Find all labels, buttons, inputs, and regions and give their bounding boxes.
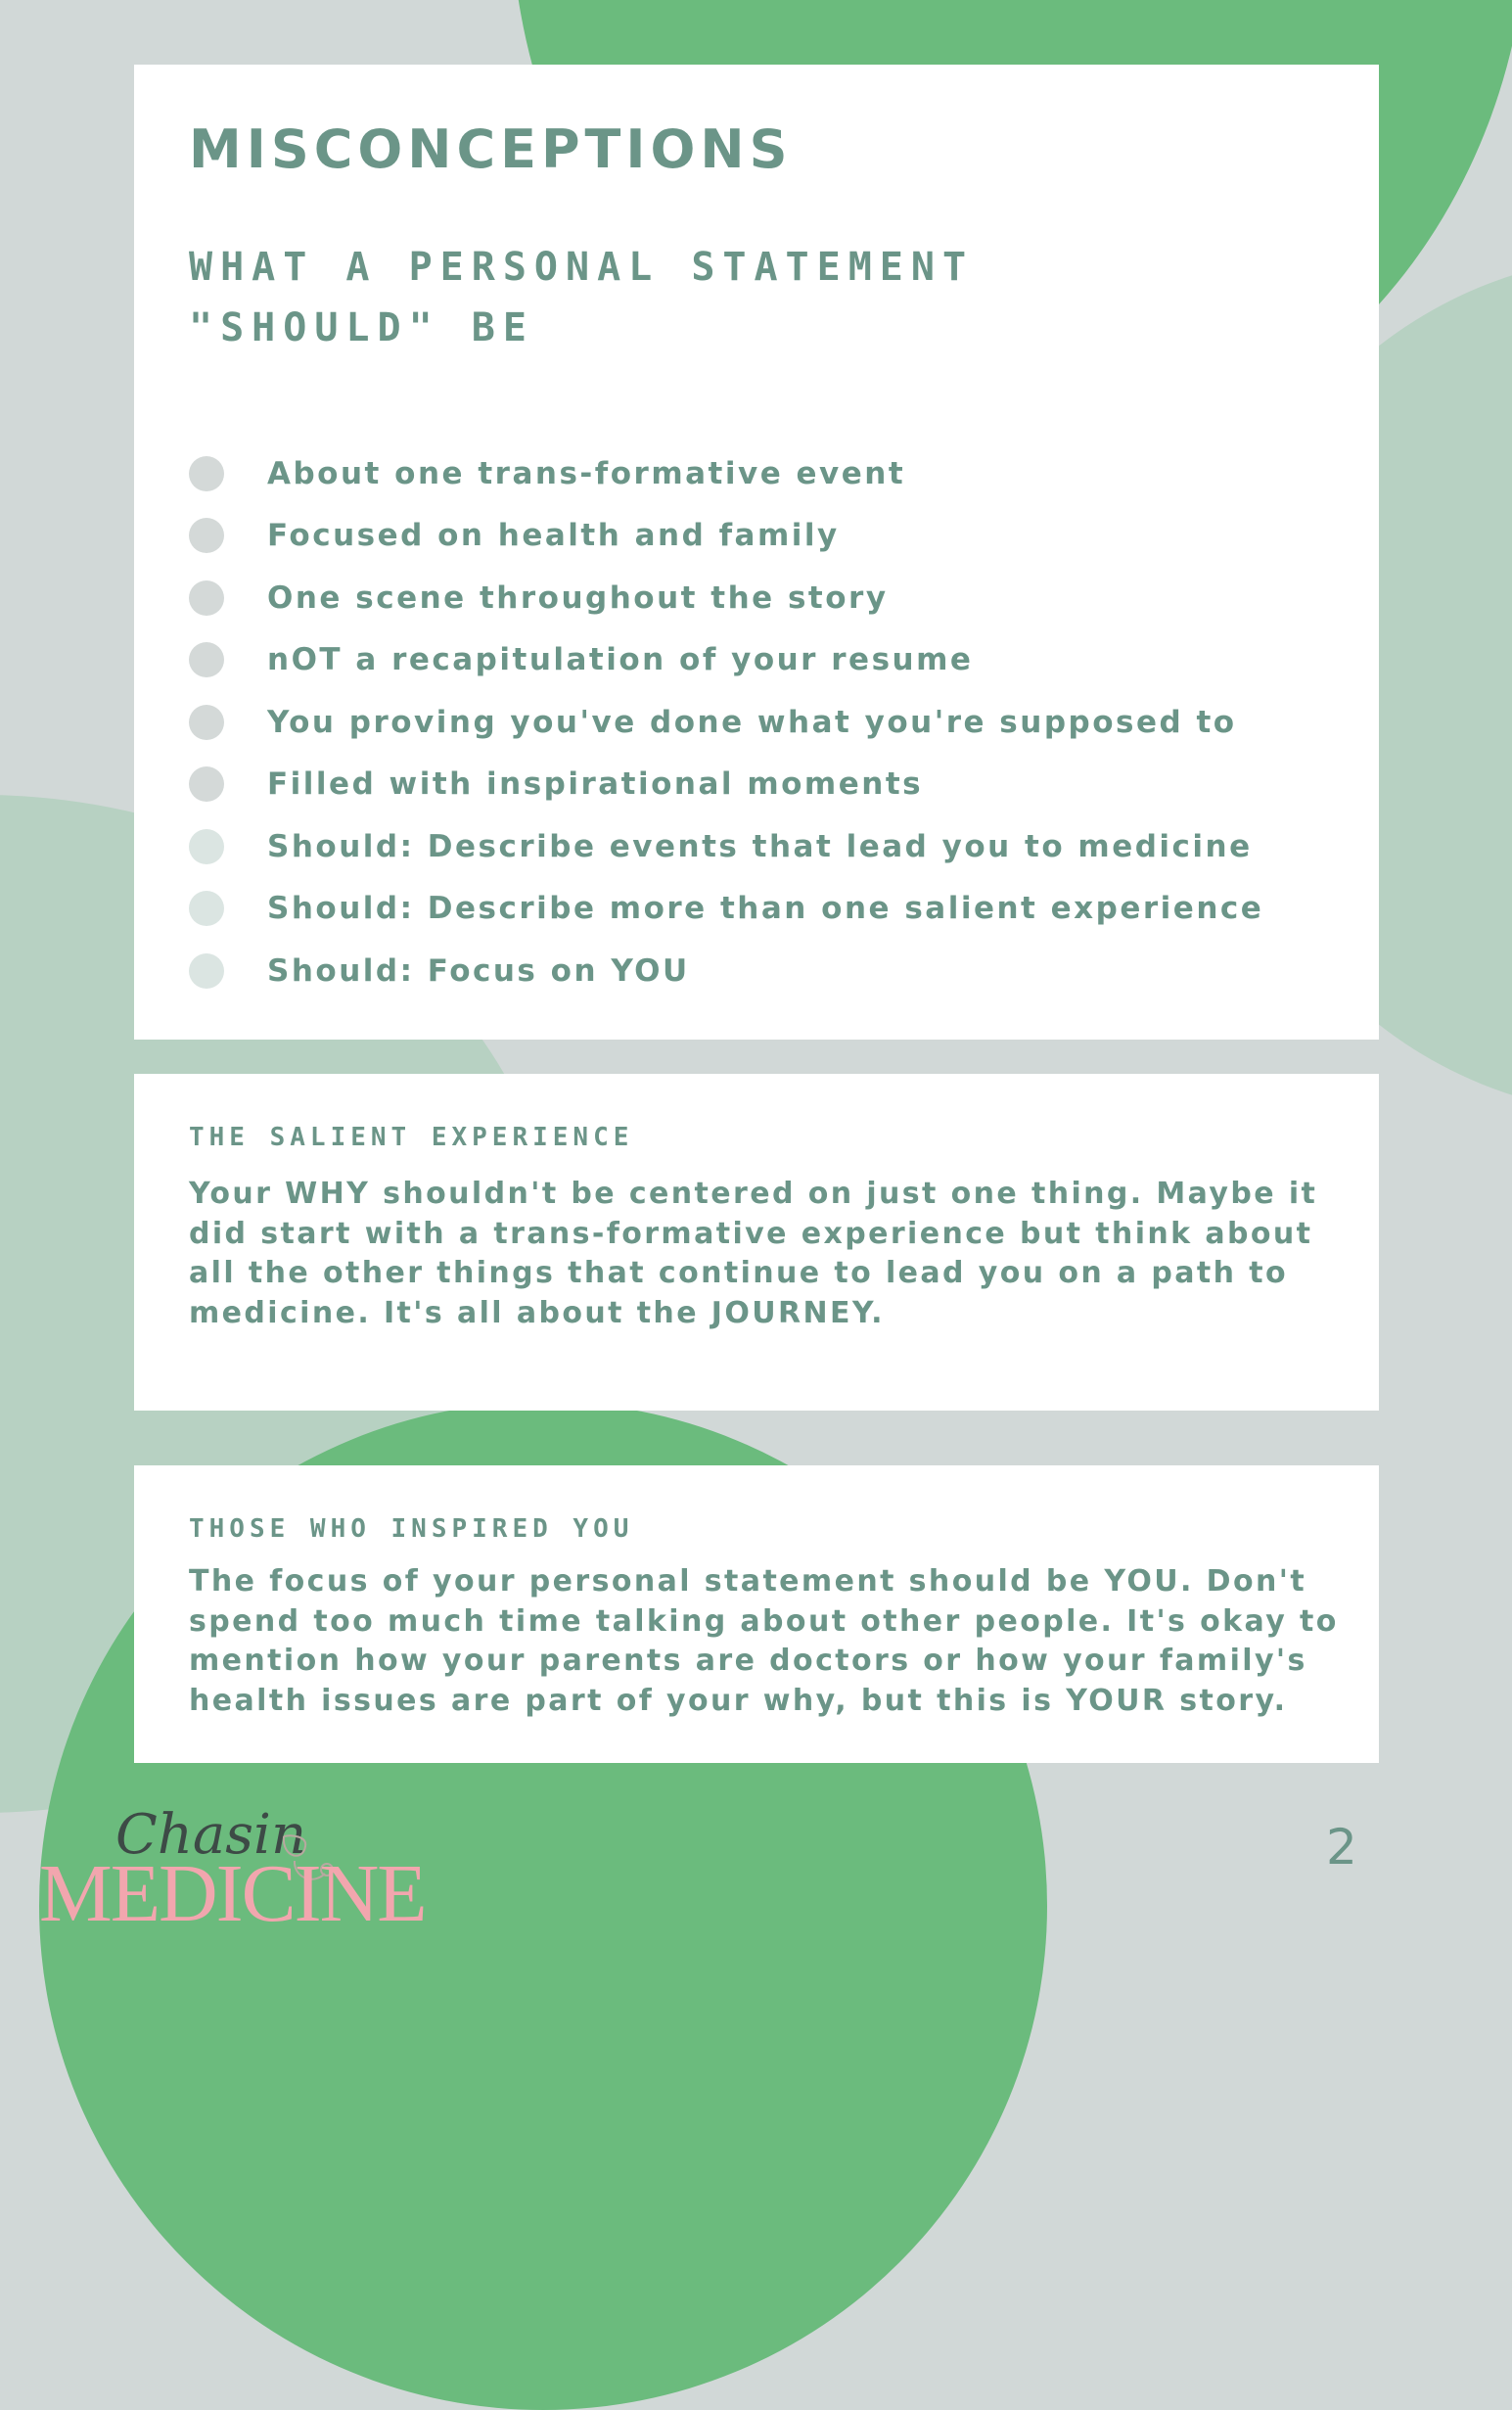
list-item — [189, 754, 1263, 816]
salient-experience-heading: THE SALIENT EXPERIENCE — [189, 1123, 634, 1152]
bullet-dot-icon — [189, 953, 224, 989]
list-item — [189, 940, 1263, 1002]
list-item — [189, 629, 1263, 692]
logo-script-text: Chasin — [115, 1803, 307, 1867]
bullet-dot-icon — [189, 518, 224, 553]
chasing-medicine-logo — [39, 1799, 426, 1939]
list-item — [189, 567, 1263, 629]
page-subtitle: WHAT A PERSONAL STATEMENT "SHOULD" BE — [189, 245, 975, 350]
logo-main-text: MEDICINE — [39, 1848, 426, 1939]
bullet-dot-icon — [189, 829, 224, 864]
list-item — [189, 442, 1263, 505]
list-item-text: Should: Describe events that lead you to medicine — [267, 828, 1253, 864]
list-item-text: Should: Describe more than one salient experience — [267, 891, 1264, 927]
salient-experience-card — [134, 1074, 1379, 1411]
list-item-text: nOT a recapitulation of your resume — [267, 642, 974, 678]
list-item — [189, 691, 1263, 754]
page-title: MISCONCEPTIONS — [189, 118, 793, 180]
misconceptions-card — [134, 65, 1379, 1040]
bullet-dot-icon — [189, 642, 224, 677]
list-item — [189, 815, 1263, 878]
bullet-dot-icon — [189, 456, 224, 491]
those-who-inspired-heading: THOSE WHO INSPIRED YOU — [189, 1514, 634, 1544]
list-item — [189, 505, 1263, 568]
list-item-text: One scene throughout the story — [267, 579, 889, 616]
bullet-dot-icon — [189, 766, 224, 802]
list-item-text: Should: Focus on YOU — [267, 952, 690, 989]
bullet-dot-icon — [189, 891, 224, 926]
list-item-text: Focused on health and family — [267, 518, 840, 554]
bullet-dot-icon — [189, 705, 224, 740]
list-item — [189, 878, 1263, 941]
those-who-inspired-body: The focus of your personal statement should be YOU. Don't spend too much time talking about other people. It's okay to mention how your parents are doctors or how your family's health issues are part of your why, but this is YOUR story. — [189, 1564, 1339, 1718]
salient-experience-body: Your WHY shouldn't be centered on just one thing. Maybe it did start with a trans-formative experience but think about all the other things that continue to lead you on a path to medicine. It's all about the JOURNEY. — [189, 1177, 1318, 1330]
list-item-text: You proving you've done what you're supposed to — [267, 704, 1237, 740]
bullet-dot-icon — [189, 580, 224, 616]
misconceptions-list — [189, 442, 1263, 1002]
page-number: 2 — [1326, 1819, 1357, 1876]
those-who-inspired-card — [134, 1465, 1379, 1763]
list-item-text: About one trans-formative event — [267, 455, 906, 491]
list-item-text: Filled with inspirational moments — [267, 766, 924, 803]
